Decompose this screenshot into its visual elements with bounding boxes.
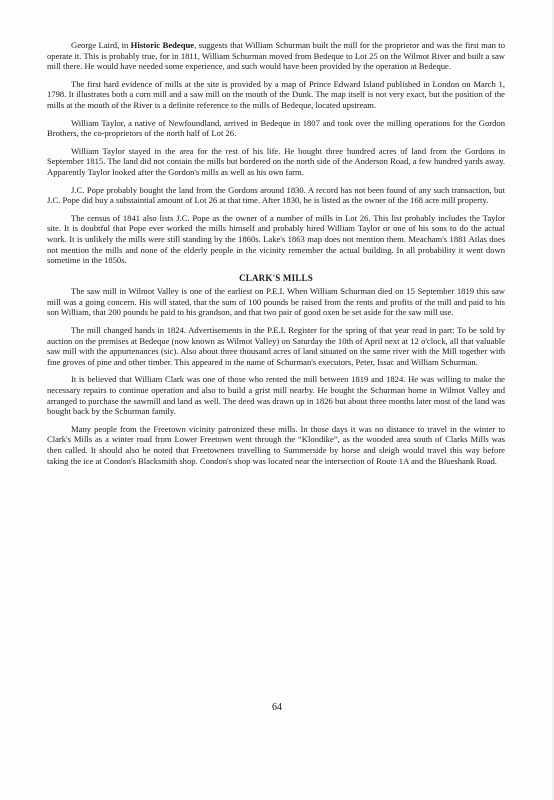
paragraph-census-1841: The census of 1841 also lists J.C. Pope as the owner of a number of mills in Lot 26. This list probably includes the Taylor site. It is doubtful that Pope ever worked the mills himself and probably hired William Taylor or one of his sons to do the actual work. It is unlikely the mills were still standing by the 1860s. Lake's 1863 map does not mention them. Meacham's 1881 Atlas does not mention the mills and none of the elderly people in the vicinity remember the actual building. In all probability it went down sometime in the 1850s. — [47, 212, 505, 266]
section-heading-clarks-mills: CLARK'S MILLS — [239, 272, 313, 283]
paragraph-wilmot-saw-mill: The saw mill in Wilmot Valley is one of the earliest on P.E.I. When William Schurman died on 15 September 1819 this saw mill was a going concern. His will stated, that the sum of 100 pounds be raised from the rents and profits of the mill and paid to his son William, that 200 pounds be paid to his grandson, and that two pair of good oxen be set aside for the saw mill use. — [47, 286, 505, 318]
page-number: 64 — [272, 702, 282, 713]
paragraph-laird-rest: , suggests that William Schurman built the mill for the proprietor and was the first man to operate it. This is probably true, for in 1811, William Schurman moved from Bedeque to Lot 25 on the Wilmot River and built a saw mill there. He would have needed some experience, and such would have been provided by the operation at Bedeque. — [47, 40, 505, 72]
paragraph-freetown: Many people from the Freetown vicinity patronized these mills. In those days it was no distance to travel in the winter to Clark's Mills as a winter road from Lower Freetown went through the “Klondike”, as the wooded area south of Clarks Mills was then called. It should also be noted that Freetowners travelling to Summerside by horse and sleigh would travel this way before taking the ice at Condon's Blacksmith shop. Condon's shop was located near the intersection of Route 1A and the Blueshank Road. — [47, 423, 505, 466]
paragraph-william-clark: It is believed that William Clark was one of those who rented the mill between 1819 and 1824. He was willing to make the necessary repairs to continue operation and also to build a grist mill nearby. He bought the Schurman home in Wilmot Valley and arranged to purchase the sawmill and land as well. The deed was drawn up in 1826 but about three months later most of the land was bought back by the Schurman family. — [47, 374, 505, 417]
paragraph-mill-sale-1824: The mill changed hands in 1824. Advertisements in the P.E.I. Register for the spring of that year read in part: To be sold by auction on the premises at Bedeque (now known as Wilmot Valley) on Saturday the 10th of April next at 12 o'clock, all that valuable saw mill with the appurtenances (sic). Also about three thousand acres of land situated on the same river with the Mill together with fine groves of pine and other timber. This appeared in the name of Schurman's executors, Peter, Issac and William Schurman. — [47, 325, 505, 367]
body-text — [47, 40, 505, 473]
paragraph-laird — [47, 40, 505, 72]
paragraph-map-1798: The first hard evidence of mills at the site is provided by a map of Prince Edward Island published in London on March 1, 1798. It illustrates both a corn mill and a saw mill on the mouth of the Dunk. The map itself is not very exact, but the position of the mills at the mouth of the River is a definite reference to the mills of Bedeque, located upstream. — [47, 78, 505, 110]
paragraph-pope: J.C. Pope probably bought the land from the Gordons around 1830. A record has not been found of any such transaction, but J.C. Pope did buy a substaintial amount of Lot 26 at that time. After 1830, he is listed as the owner of the 168 acre mill property. — [47, 184, 505, 206]
paragraph-taylor-arrival: William Taylor, a native of Newfoundland, arrived in Bedeque in 1807 and took over the milling operations for the Gordon Brothers, the co-proprietors of the north half of Lot 26. — [47, 117, 505, 139]
paragraph-laird-lead: George Laird, in — [71, 40, 131, 50]
source-title: Historic Bedeque — [130, 40, 195, 50]
paragraph-taylor-land: William Taylor stayed in the area for the rest of his life. He bought three hundred acres of land from the Gordons in September 1815. The land did not contain the mills but bordered on the north side of the Anderson Road, a few hundred yards away. Apparently Taylor looked after the Gordon's mills as well as his own farm. — [47, 145, 505, 177]
